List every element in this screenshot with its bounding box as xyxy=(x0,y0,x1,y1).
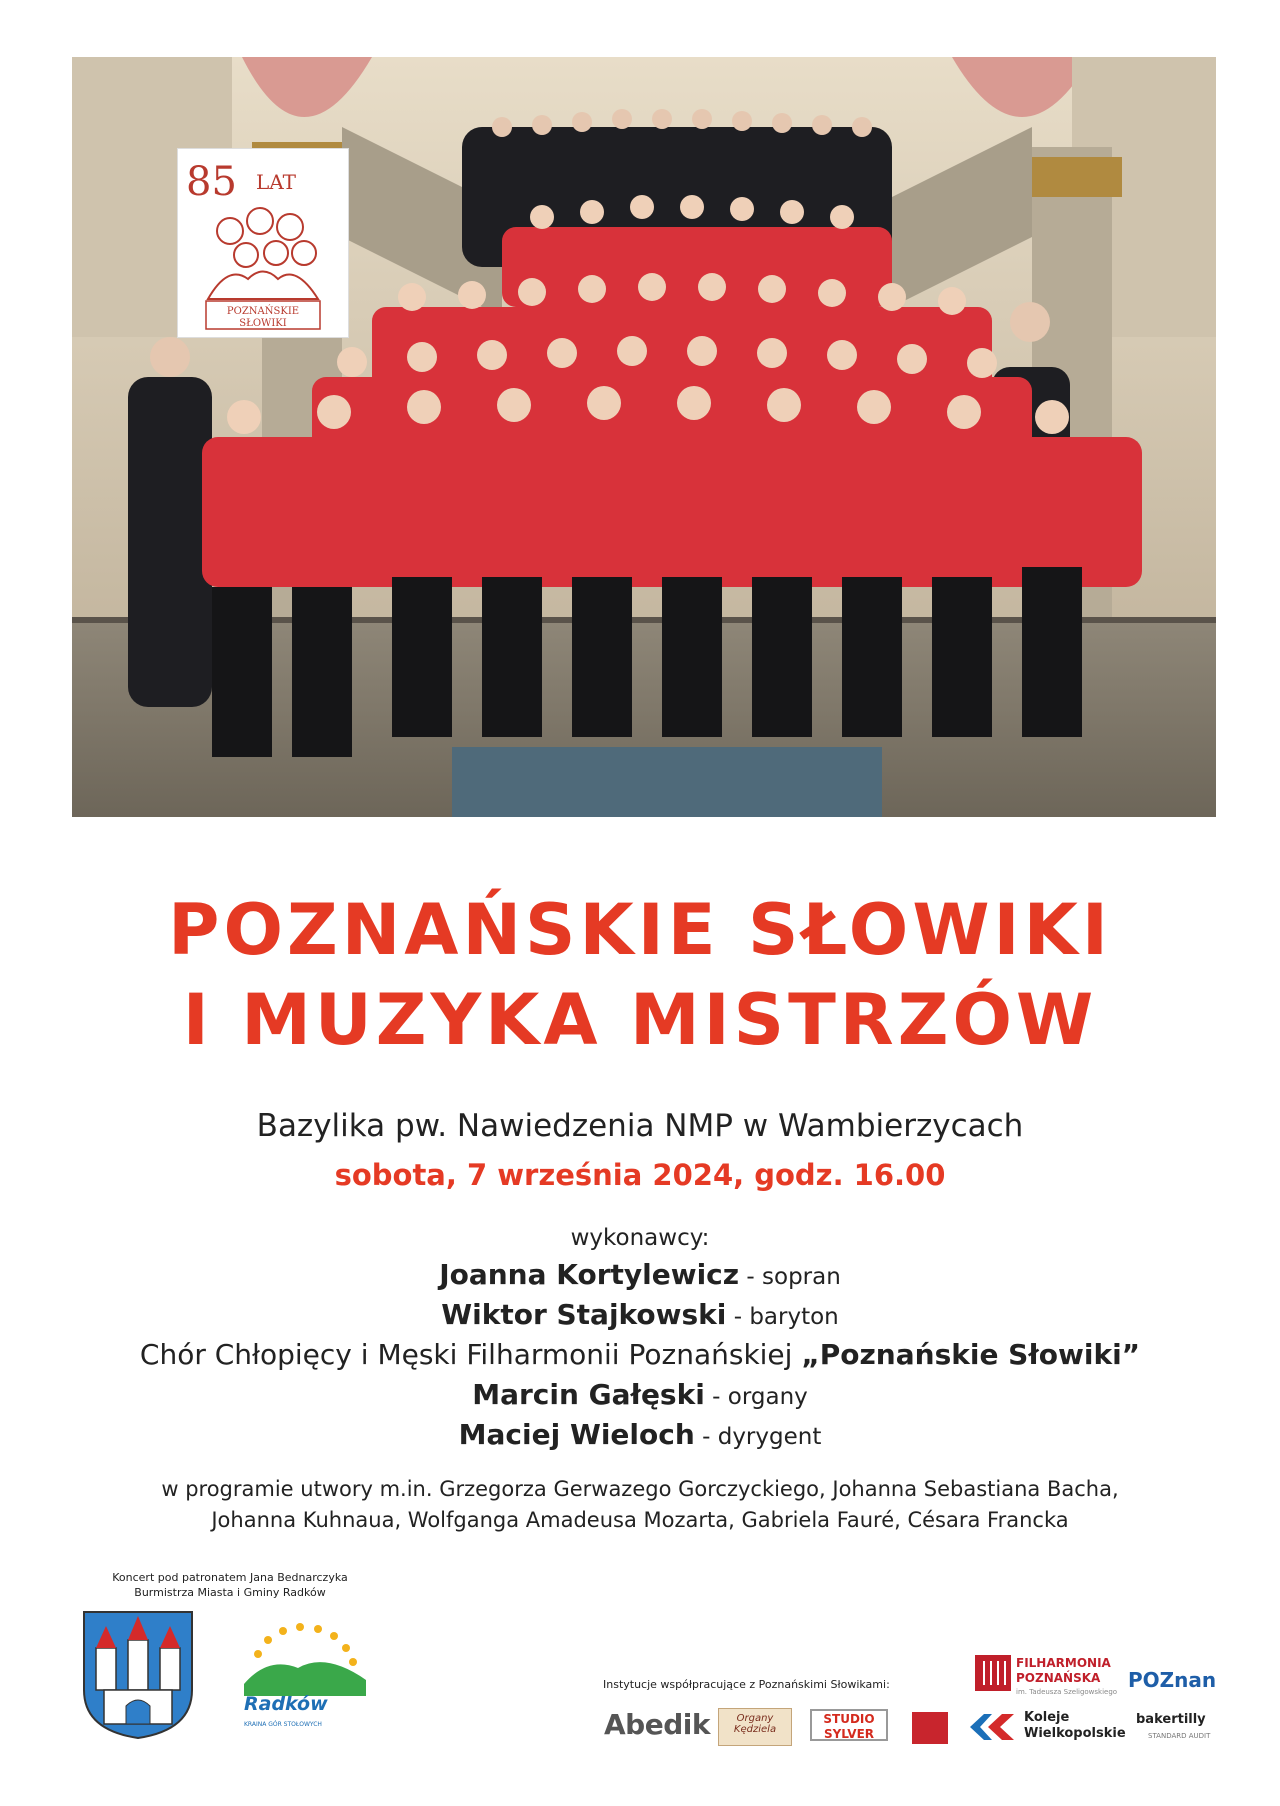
radkow-logo-name: Radków xyxy=(244,1693,328,1715)
performer-name: Joanna Kortylewicz xyxy=(439,1258,740,1291)
patronage-line-1: Koncert pod patronatem Jana Bednarczyka xyxy=(112,1571,348,1584)
performer-name: Maciej Wieloch xyxy=(458,1418,695,1451)
programme-line-1: w programie utwory m.in. Grzegorza Gerwazego Gorczyckiego, Johanna Sebastiana Bacha, xyxy=(161,1477,1119,1501)
bakertilly-logo: bakertilly xyxy=(1136,1712,1206,1727)
red-partner-logo-icon xyxy=(912,1712,948,1744)
studio-sylver-logo xyxy=(810,1709,888,1741)
poznan-logo: POZnan xyxy=(1128,1668,1217,1692)
title-line-2: I MUZYKA MISTRZÓW xyxy=(182,979,1098,1061)
performer-choir xyxy=(0,1338,1280,1371)
sylver-line-2: SYLVER xyxy=(823,1727,875,1741)
organy-logo-text: Organy Kędziela xyxy=(733,1713,777,1735)
filharmonia-subtitle: im. Tadeusza Szeligowskiego xyxy=(1016,1688,1118,1696)
performers-label: wykonawcy: xyxy=(570,1225,710,1251)
filharmonia-logo-text xyxy=(1016,1656,1111,1686)
title-line-1: POZNAŃSKIE SŁOWIKI xyxy=(168,889,1112,971)
logo-number: 85 xyxy=(186,159,237,205)
patronage-note xyxy=(100,1570,360,1600)
venue: Bazylika pw. Nawiedzenia NMP w Wambierzycach xyxy=(256,1108,1024,1144)
koleje-icon xyxy=(968,1712,1016,1742)
performer-name: Marcin Gałęski xyxy=(472,1378,705,1411)
bakertilly-subtitle: STANDARD AUDIT xyxy=(1148,1732,1211,1740)
partners-label: Instytucje współpracujące z Poznańskimi Słowikami: xyxy=(603,1678,890,1691)
performer-role: - baryton xyxy=(726,1304,839,1330)
logo-lat: LAT xyxy=(256,170,296,194)
sylver-line-1: STUDIO xyxy=(823,1712,875,1726)
choir-prefix: Chór Chłopięcy i Męski Filharmonii Poznańskiej xyxy=(139,1338,802,1371)
singing-boys-drawing xyxy=(208,208,318,299)
programme-line-2: Johanna Kuhnaua, Wolfganga Amadeusa Mozarta, Gabriela Fauré, Césara Francka xyxy=(211,1508,1069,1532)
organy-logo xyxy=(718,1708,792,1746)
performer-role: - organy xyxy=(704,1384,808,1410)
performer-organ xyxy=(0,1378,1280,1411)
performer-role: - dyrygent xyxy=(694,1424,822,1450)
radkow-logo-tagline: KRAINA GÓR STOŁOWYCH xyxy=(244,1721,322,1728)
event-date: sobota, 7 września 2024, godz. 16.00 xyxy=(334,1158,946,1192)
filharmonia-line-2: POZNAŃSKA xyxy=(1016,1671,1101,1685)
filharmonia-icon xyxy=(975,1655,1011,1691)
performer-role: - sopran xyxy=(739,1264,841,1290)
abedik-logo: Abedik xyxy=(604,1708,710,1741)
logo-name-line2: SŁOWIKI xyxy=(239,318,287,329)
koleje-logo-text xyxy=(1024,1710,1126,1742)
radkow-brand-logo xyxy=(238,1622,372,1732)
performer-soprano xyxy=(0,1258,1280,1291)
koleje-line-1: Koleje xyxy=(1024,1710,1070,1725)
logo-name-line1: POZNAŃSKIE xyxy=(226,306,300,317)
filharmonia-line-1: FILHARMONIA xyxy=(1016,1656,1111,1670)
choir-photo xyxy=(72,57,1216,817)
85-lat-logo xyxy=(177,148,349,338)
koleje-line-2: Wielkopolskie xyxy=(1024,1726,1126,1741)
patronage-line-2: Burmistrza Miasta i Gminy Radków xyxy=(134,1586,326,1599)
radkow-coat-of-arms-icon xyxy=(82,1610,194,1740)
choir-name: „Poznańskie Słowiki” xyxy=(801,1338,1141,1371)
performer-conductor xyxy=(0,1418,1280,1451)
performer-name: Wiktor Stajkowski xyxy=(441,1298,727,1331)
performer-baritone xyxy=(0,1298,1280,1331)
